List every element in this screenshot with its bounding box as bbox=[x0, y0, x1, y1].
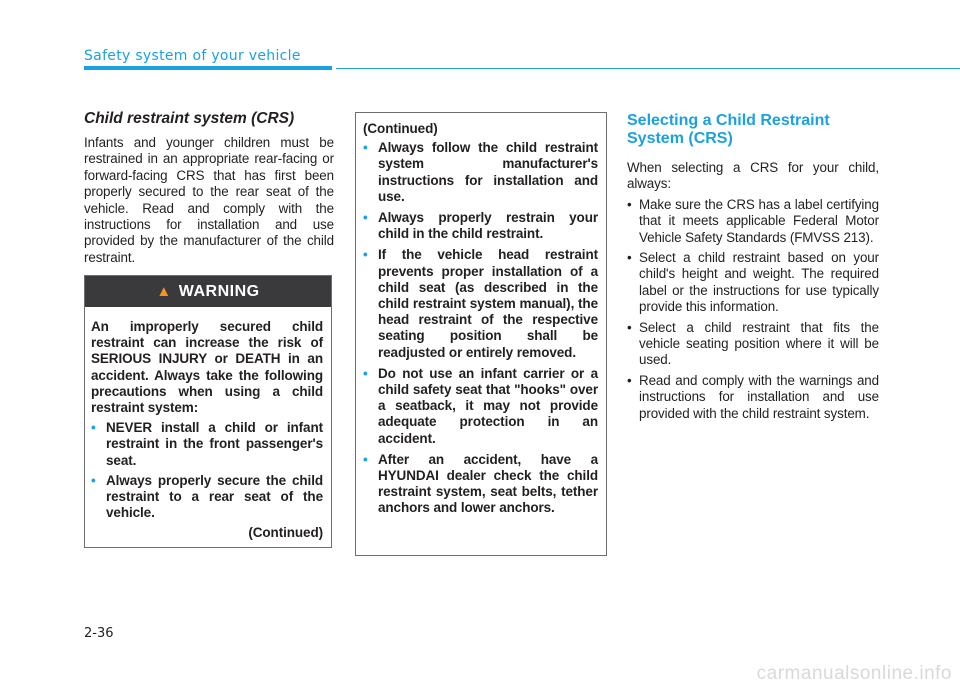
list-item: • Select a child restraint based on your child's height and weight. The required label or the instructions for use typically provide this information. bbox=[627, 250, 879, 315]
bullet-icon: • bbox=[363, 451, 368, 467]
bullet-icon: • bbox=[363, 365, 368, 381]
list-item: • If the vehicle head restraint prevents proper installation of a child seat (as described in the child restraint system manual), the head restraint of the respective seating position shall be readjusted or entirely removed. bbox=[363, 247, 598, 360]
bullet-icon: • bbox=[363, 210, 368, 226]
header-accent-bar bbox=[84, 66, 332, 70]
continued-list bbox=[363, 140, 598, 516]
warning-label: WARNING bbox=[178, 282, 260, 300]
bullet-icon: • bbox=[363, 247, 368, 263]
warning-header bbox=[85, 276, 331, 307]
intro-column bbox=[84, 110, 334, 266]
warning-list bbox=[91, 420, 323, 521]
list-item: • Do not use an infant carrier or a child safety seat that "hooks" over a seatback, it may not provide adequate protection in an accident. bbox=[363, 365, 598, 446]
warning-intro: An improperly secured child restraint can increase the risk of SERIOUS INJURY or DEATH in an accident. Always take the following precautions when using a child restraint system: bbox=[91, 319, 323, 416]
warning-box bbox=[84, 275, 332, 548]
bullet-icon: • bbox=[91, 472, 96, 488]
page-number: 2-36 bbox=[84, 626, 114, 641]
bullet-icon: • bbox=[91, 420, 96, 436]
list-item: • NEVER install a child or infant restraint in the front passenger's seat. bbox=[91, 420, 323, 468]
bullet-icon: • bbox=[627, 250, 632, 266]
warning-body bbox=[85, 307, 331, 542]
watermark: carmanualsonline.info bbox=[756, 663, 952, 684]
section-header-title: Safety system of your vehicle bbox=[84, 48, 301, 64]
header-rule bbox=[336, 68, 960, 69]
intro-paragraph: Infants and younger children must be restrained in an appropriate rear-facing or forward-facing CRS that has first been properly secured to the rear seat of the vehicle. Read and comply with the instructions for installation and use provided by the manufacturer of the child restraint. bbox=[84, 135, 334, 265]
warning-triangle-icon: ▲ bbox=[156, 283, 172, 300]
selection-intro: When selecting a CRS for your child, always: bbox=[627, 160, 879, 192]
list-item: • Always follow the child restraint system manufacturer's instructions for installation and use. bbox=[363, 140, 598, 204]
section-title: Child restraint system (CRS) bbox=[84, 110, 295, 127]
list-item: • After an accident, have a HYUNDAI dealer check the child restraint system, seat belts, tether anchors and lower anchors. bbox=[363, 451, 598, 516]
continued-note: (Continued) bbox=[248, 525, 323, 541]
continued-warning-box bbox=[355, 112, 607, 556]
section-title: Selecting a Child Restraint System (CRS) bbox=[627, 112, 830, 147]
bullet-icon: • bbox=[627, 196, 632, 212]
selection-list bbox=[627, 197, 879, 422]
bullet-icon: • bbox=[363, 140, 368, 156]
selection-column bbox=[627, 112, 879, 426]
list-item: • Read and comply with the warnings and instructions for installation and use provided with the child restraint system. bbox=[627, 372, 879, 421]
bullet-icon: • bbox=[627, 319, 632, 335]
list-item: • Make sure the CRS has a label certifying that it meets applicable Federal Motor Vehicle Safety Standards (FMVSS 213). bbox=[627, 196, 879, 245]
list-item: • Always properly secure the child restraint to a rear seat of the vehicle. bbox=[91, 472, 323, 521]
list-item: • Select a child restraint that fits the vehicle seating position where it will be used. bbox=[627, 319, 879, 368]
list-item: • Always properly restrain your child in the child restraint. bbox=[363, 210, 598, 242]
continued-heading: (Continued) bbox=[363, 121, 438, 136]
bullet-icon: • bbox=[627, 372, 632, 388]
